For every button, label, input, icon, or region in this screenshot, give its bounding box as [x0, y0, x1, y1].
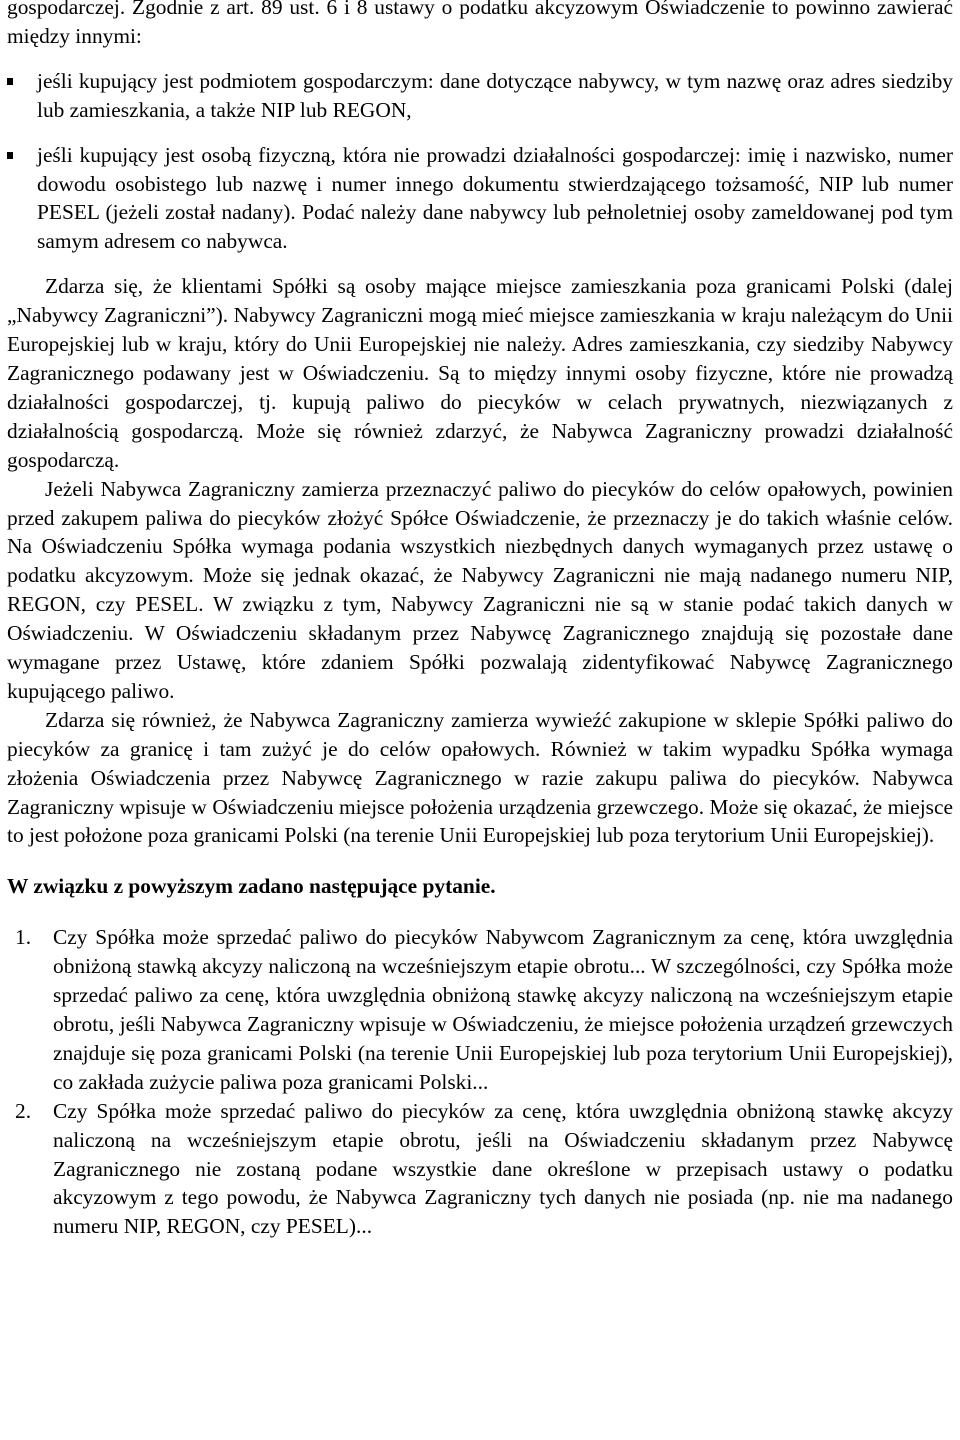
question-text: Czy Spółka może sprzedać paliwo do piecyków Nabywcom Zagranicznym za cenę, która uwzględnia obniżoną stawką akcyzy naliczoną na wcześniejszym etapie obrotu... W szczególności, czy Spółka może sprzedać paliwo za cenę, która uwzględnia obniżoną stawkę akcyzy naliczoną na wcześniejszym etapie obrotu, jeśli Nabywca Zagraniczny wpisuje w Oświadczeniu, że miejsce położenia urządzeń grzewczych znajduje się poza granicami Polski (na terenie Unii Europejskiej lub poza terytorium Unii Europejskiej), co zakłada zużycie paliwa poza granicami Polski... [53, 925, 953, 1094]
paragraph-export-fuel: Zdarza się również, że Nabywca Zagraniczny zamierza wywieźć zakupione w sklepie Spółki paliwo do piecyków za granicę i tam zużyć je do celów opałowych. Również w takim wypadku Spółka wymaga złożenia Oświadczenia przez Nabywcę Zagranicznego w razie zakupu paliwa do piecyków. Nabywca Zagraniczny wpisuje w Oświadczeniu miejsce położenia urządzenia grzewczego. Może się okazać, że miejsce to jest położone poza granicami Polski (na terenie Unii Europejskiej lub poza terytorium Unii Europejskiej). [7, 707, 953, 848]
document-page [7, 0, 953, 1241]
paragraph-heating-declaration: Jeżeli Nabywca Zagraniczny zamierza przeznaczyć paliwo do piecyków do celów opałowych, powinien przed zakupem paliwa do piecyków złożyć Spółce Oświadczenie, że przeznaczy je do takich właśnie celów. Na Oświadczeniu Spółka wymaga podania wszystkich niezbędnych danych wymaganych przez ustawę o podatku akcyzowym. Może się jednak okazać, że Nabywcy Zagraniczni nie mają nadanego numeru NIP, REGON, czy PESEL. W związku z tym, Nabywcy Zagraniczni nie są w stanie podać takich danych w Oświadczeniu. W Oświadczeniu składanym przez Nabywcę Zagranicznego znajdują się pozostałe dane wymagane przez Ustawę, które zdaniem Spółki pozwalają zidentyfikować Nabywcę Zagranicznego kupującego paliwo. [7, 476, 953, 703]
question-item [7, 1097, 953, 1242]
question-number: 2. [15, 1098, 32, 1123]
list-item-text: jeśli kupujący jest osobą fizyczną, która nie prowadzi działalności gospodarczej: imię i nazwisko, numer dowodu osobistego lub nazwę i numer innego dokumentu stwierdzającego tożsamość, NIP lub numer PESEL (jeżeli został nadany). Podać należy dane nabywcy lub pełnoletniej osoby zameldowanej pod tym samym adresem co nabywca. [37, 142, 953, 254]
questions-list [7, 923, 953, 1241]
question-item [7, 923, 953, 1096]
square-bullet-icon [7, 152, 13, 159]
list-item [7, 67, 953, 125]
section-heading: W związku z powyższym zadano następujące pytanie. [7, 874, 496, 899]
list-item [7, 141, 953, 257]
list-item-text: jeśli kupujący jest podmiotem gospodarczym: dane dotyczące nabywcy, w tym nazwę oraz adres siedziby lub zamieszkania, a także NIP lub REGON, [37, 68, 953, 122]
intro-paragraph: gospodarczej. Zgodnie z art. 89 ust. 6 i 8 ustawy o podatku akcyzowym Oświadczenie to powinno zawierać między innymi: [7, 0, 953, 48]
question-text: Czy Spółka może sprzedać paliwo do piecyków za cenę, która uwzględnia obniżoną stawkę akcyzy naliczoną na wcześniejszym etapie obrotu, jeśli na Oświadczeniu składanym przez Nabywcę Zagranicznego nie zostaną podane wszystkie dane określone w przepisach ustawy o podatku akcyzowym z tego powodu, że Nabywca Zagraniczny tych danych nie posiada (np. nie ma nadanego numeru NIP, REGON, czy PESEL)... [53, 1098, 953, 1239]
paragraph-foreign-buyers: Zdarza się, że klientami Spółki są osoby mające miejsce zamieszkania poza granicami Polski (dalej „Nabywcy Zagraniczni”). Nabywcy Zagraniczni mogą mieć miejsce zamieszkania w kraju należącym do Unii Europejskiej lub w kraju, który do Unii Europejskiej nie należy. Adres zamieszkania, czy siedziby Nabywcy Zagranicznego podawany jest w Oświadczeniu. Są to między innymi osoby fizyczne, które nie prowadzą działalności gospodarczej, tj. kupują paliwo do piecyków w celach prywatnych, niezwiązanych z działalnością gospodarczą. Może się również zdarzyć, że Nabywca Zagraniczny prowadzi działalność gospodarczą. [7, 274, 953, 472]
requirements-list [7, 67, 953, 256]
square-bullet-icon [7, 78, 13, 85]
question-number: 1. [15, 925, 32, 950]
